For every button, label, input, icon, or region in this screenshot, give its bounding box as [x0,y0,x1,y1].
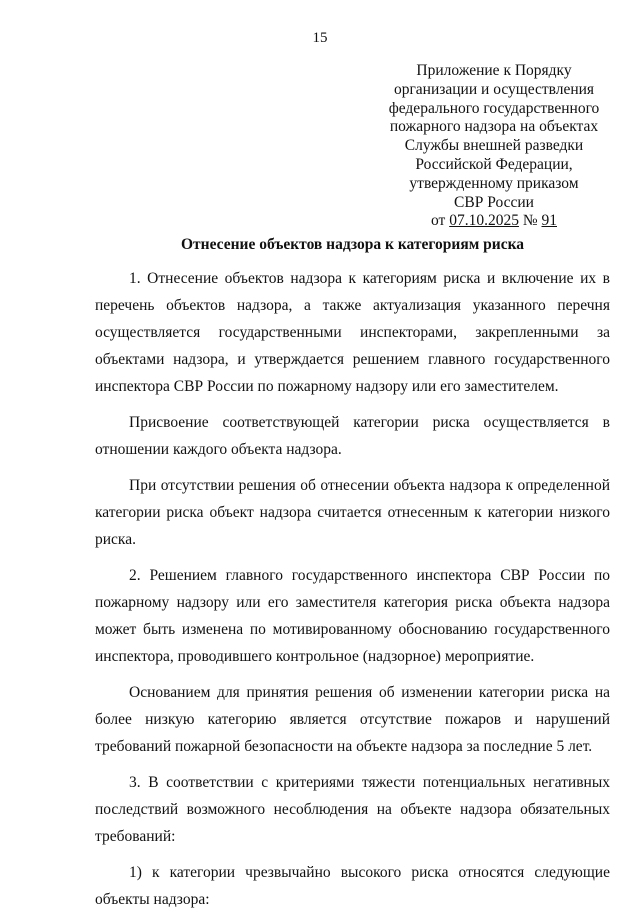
appendix-line: пожарного надзора на объектах [389,118,599,136]
page-number: 15 [312,30,328,46]
paragraph: 2. Решением главного государственного инспектора СВР России по пожарному надзору или его заместителя категория риска объекта надзора может быть изменена по мотивированному обоснованию государственного инспектора, проводившего контрольное (надзорное) мероприятие. [95,567,610,665]
document-body [95,265,610,922]
appendix-line: организации и осуществления [393,80,595,98]
date-prefix: от [431,212,446,230]
appendix-block [372,62,616,231]
paragraph: При отсутствии решения об отнесении объекта надзора к определенной категории риска объект надзора считается отнесенным к категории низкого риска. [95,477,610,548]
order-number: 91 [541,212,557,230]
order-date: 07.10.2025 [449,212,519,230]
appendix-line: СВР России [454,193,534,211]
paragraph: 1) к категории чрезвычайно высокого риска относятся следующие объекты надзора: [95,864,610,908]
appendix-line: федерального государственного [388,99,600,117]
paragraph: 1. Отнесение объектов надзора к категориям риска и включение их в перечень объектов надзора, а также актуализация указанного перечня осуществляется государственными инспекторами, закрепленными за объектами надзора, и утверждается решением главного государственного инспектора СВР России по пожарному надзору или его заместителем. [95,270,610,395]
paragraph: Присвоение соответствующей категории риска осуществляется в отношении каждого объекта надзора. [95,414,610,458]
paragraph: 3. В соответствии с критериями тяжести потенциальных негативных последствий возможного несоблюдения на объекте надзора обязательных требований: [95,774,610,845]
appendix-line: Службы внешней разведки [404,137,584,155]
appendix-date-line [372,212,616,231]
appendix-line: утвержденному приказом [409,174,579,192]
appendix-line: Российской Федерации, [415,155,573,173]
paragraph: Основанием для принятия решения об изменении категории риска на более низкую категорию является отсутствие пожаров и нарушений требований пожарной безопасности на объекте надзора за последние 5 лет. [95,684,610,755]
section-heading: Отнесение объектов надзора к категориям риска [180,236,525,253]
number-sign: № [522,212,538,230]
appendix-line: Приложение к Порядку [416,62,572,79]
